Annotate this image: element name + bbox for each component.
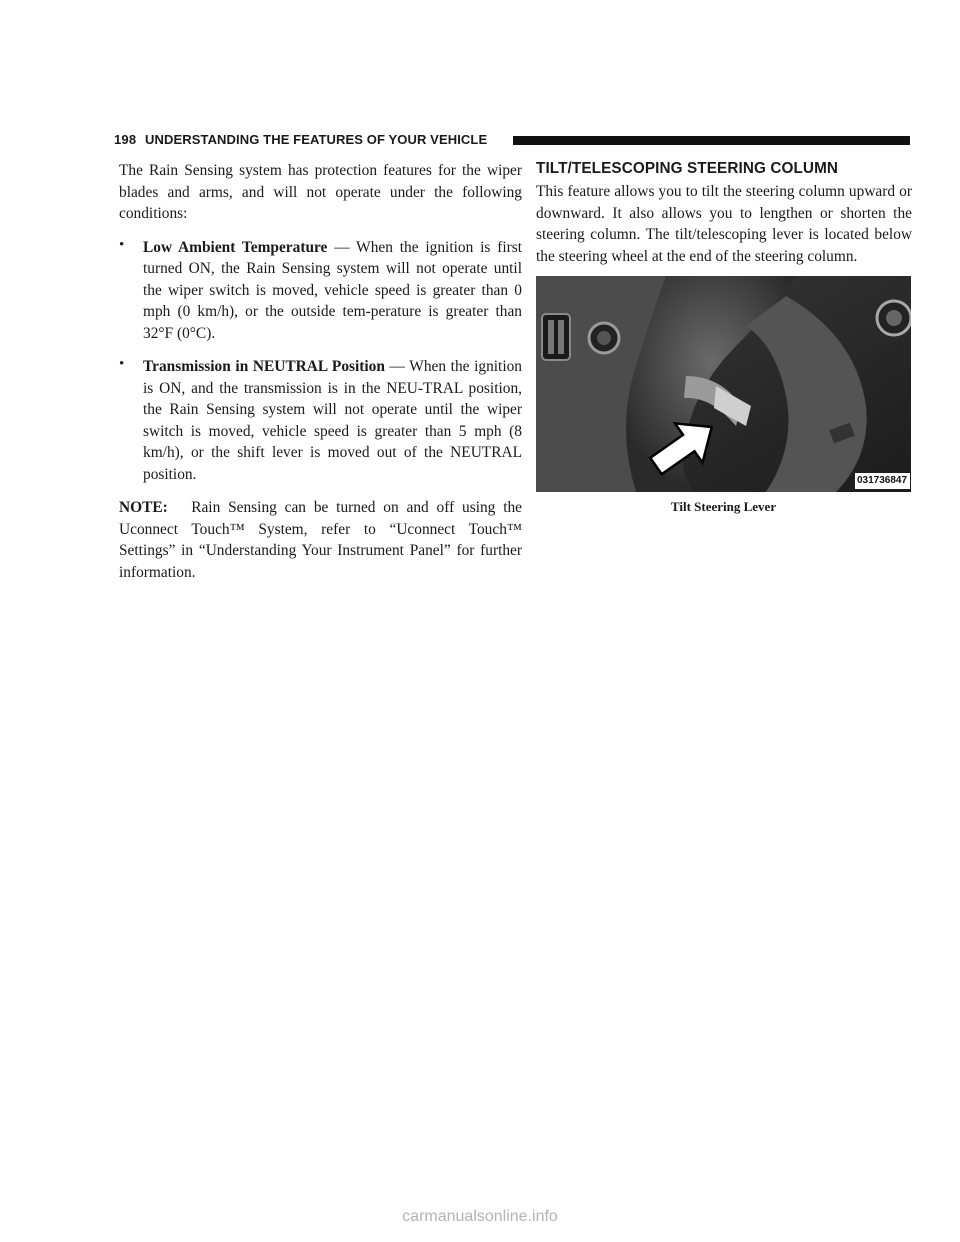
intro-paragraph: The Rain Sensing system has protection features for the wiper blades and arms, and will not operate under the following conditions: — [119, 162, 522, 222]
steering-lever-illustration — [536, 276, 911, 492]
section-title: TILT/TELESCOPING STEERING COLUMN — [536, 160, 839, 177]
bullet-term: Low Ambient Temperature — [143, 238, 328, 256]
header-rule-bar — [513, 136, 910, 145]
page-number: 198 — [114, 132, 137, 147]
running-head-title: UNDERSTANDING THE FEATURES OF YOUR VEHICLE — [145, 132, 488, 147]
watermark: carmanualsonline.info — [402, 1208, 558, 1225]
bullet-text — [143, 237, 522, 345]
note-label: NOTE: — [119, 499, 168, 516]
note-paragraph — [119, 497, 522, 583]
figure-code: 031736847 — [857, 475, 908, 486]
steering-lever-photo — [536, 276, 911, 492]
bullet-body: — When the ignition is first turned ON, the Rain Sensing system will not operate until the wiper switch is moved, vehicle speed is greater than 0 mph (0 km/h), or the outside tem-perature is greater than 32°F (0°C). — [143, 238, 522, 342]
bullet-item-low-temperature — [119, 237, 522, 345]
bullet-dot: • — [119, 236, 125, 253]
page-header — [114, 133, 910, 147]
section-paragraph: This feature allows you to tilt the steering column upward or downward. It also allows you to lengthen or shorten the steering column. The tilt/telescoping lever is located below the steering wheel at the end of the steering column. — [536, 183, 912, 265]
right-column — [536, 160, 912, 267]
bullet-dot: • — [119, 356, 125, 372]
bullet-item-neutral-position — [119, 356, 522, 485]
figure-caption: Tilt Steering Lever — [670, 499, 777, 514]
bullet-term: Transmission in NEUTRAL Position — [143, 358, 385, 375]
bullet-body: — When the ignition is ON, and the transmission is in the NEU-TRAL position, the Rain Sensing system will not operate until the wiper switch is moved, vehicle speed is greater than 5 mph (8 km/h), or the shift lever is moved out of the NEUTRAL position. — [143, 358, 522, 483]
left-column — [119, 160, 522, 583]
bullet-text — [143, 356, 522, 485]
note-text: Rain Sensing can be turned on and off using the Uconnect Touch™ System, refer to “Uconnect Touch™ Settings” in “Understanding Your Instrument Panel” for further information. — [119, 499, 522, 581]
